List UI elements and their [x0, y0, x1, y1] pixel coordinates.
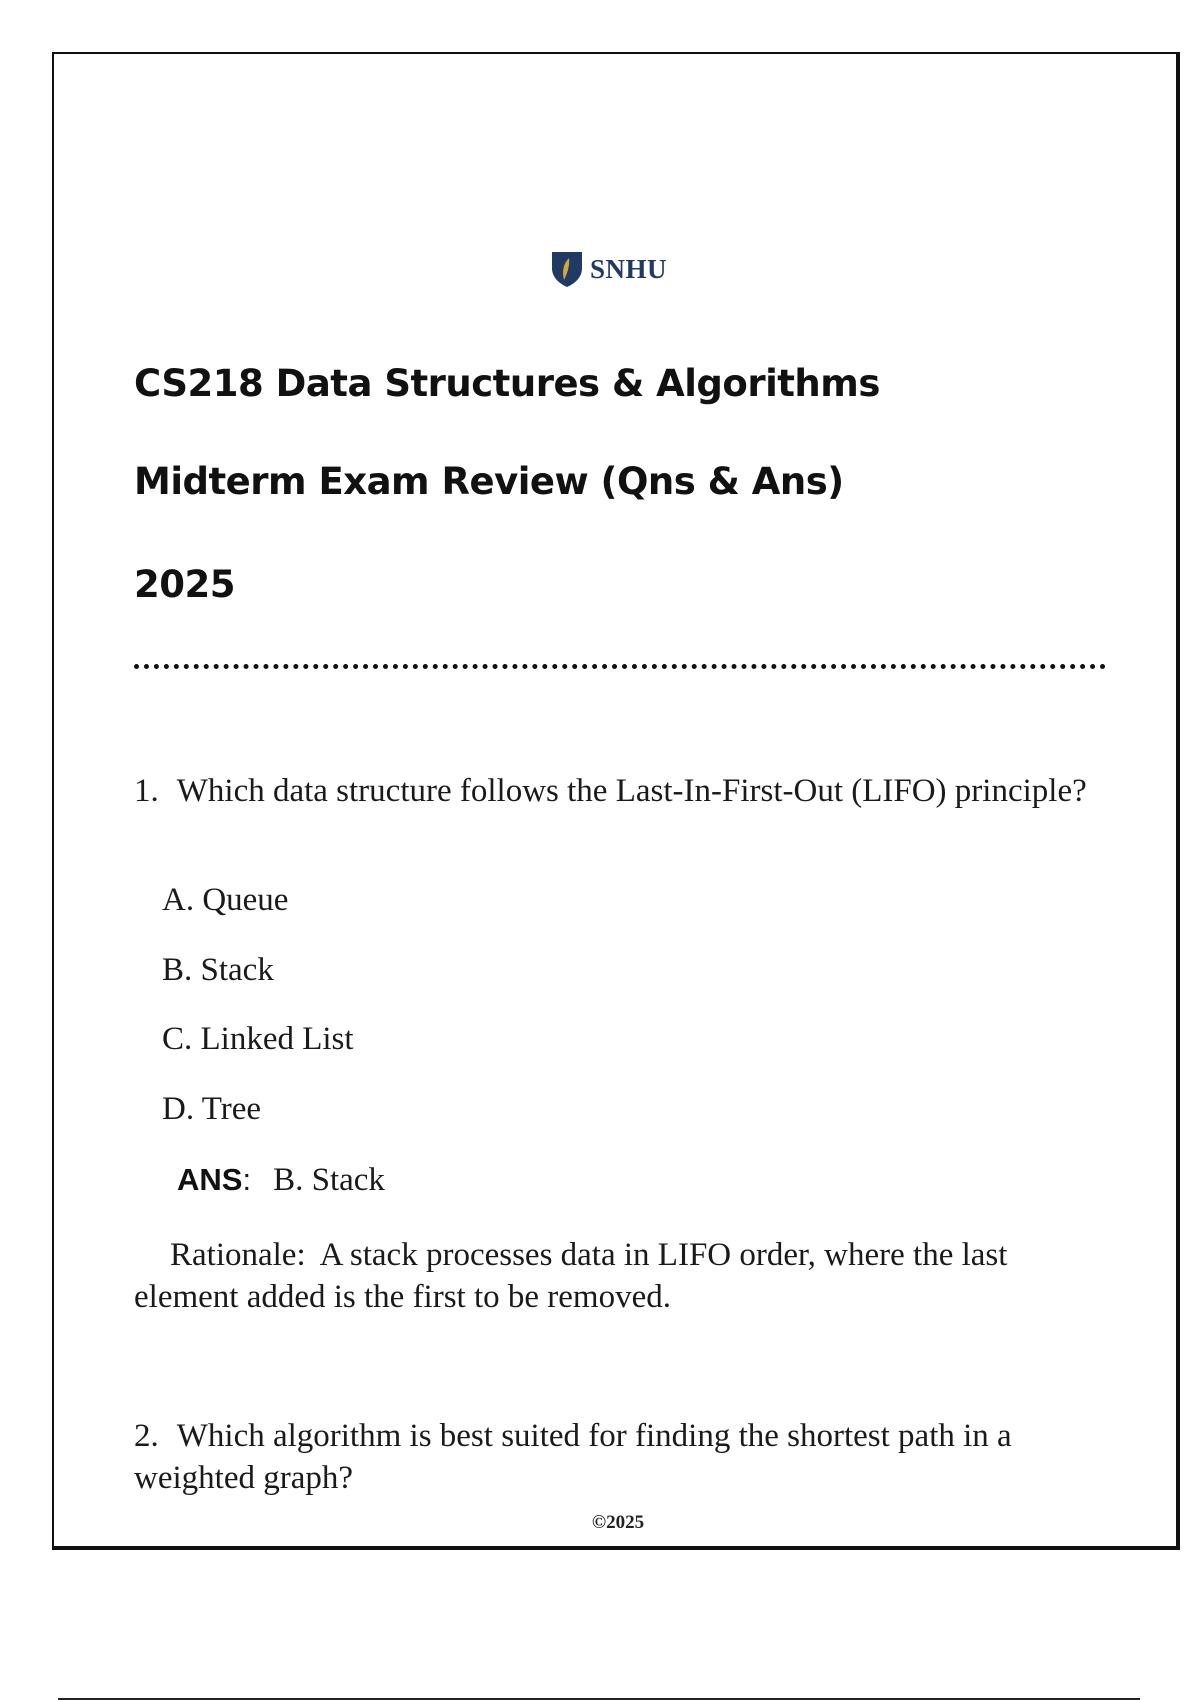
option-b: B. Stack	[162, 952, 274, 988]
logo-text: SNHU	[590, 253, 668, 284]
option-c: C. Linked List	[162, 1021, 354, 1057]
document-subtitle: Midterm Exam Review (Qns & Ans)	[134, 460, 844, 503]
dotted-divider	[134, 664, 1106, 669]
answer-colon: :	[242, 1162, 252, 1197]
rationale-text: A stack processes data in LIFO order, where the last element added is the first to be removed.	[134, 1237, 1008, 1315]
question-number: 2.	[134, 1418, 159, 1454]
option-a: A. Queue	[162, 882, 289, 918]
answer-label: ANS	[177, 1162, 243, 1197]
option-d: D. Tree	[162, 1091, 262, 1127]
question-text: Which algorithm is best suited for finding the shortest path in a weighted graph?	[134, 1418, 1012, 1496]
question-1	[134, 770, 1104, 812]
snhu-logo	[550, 250, 667, 288]
document-year: 2025	[134, 563, 235, 606]
shield-icon	[550, 250, 584, 288]
course-title: CS218 Data Structures & Algorithms	[134, 362, 880, 405]
rationale	[134, 1234, 1109, 1318]
answer-value: B. Stack	[273, 1162, 385, 1198]
answer-line	[177, 1162, 385, 1199]
rationale-label: Rationale:	[170, 1237, 306, 1273]
question-2	[134, 1415, 1104, 1499]
copyright-footer: ©2025	[591, 1512, 645, 1533]
question-number: 1.	[134, 773, 159, 809]
question-text: Which data structure follows the Last-In-First-Out (LIFO) principle?	[176, 773, 1087, 809]
